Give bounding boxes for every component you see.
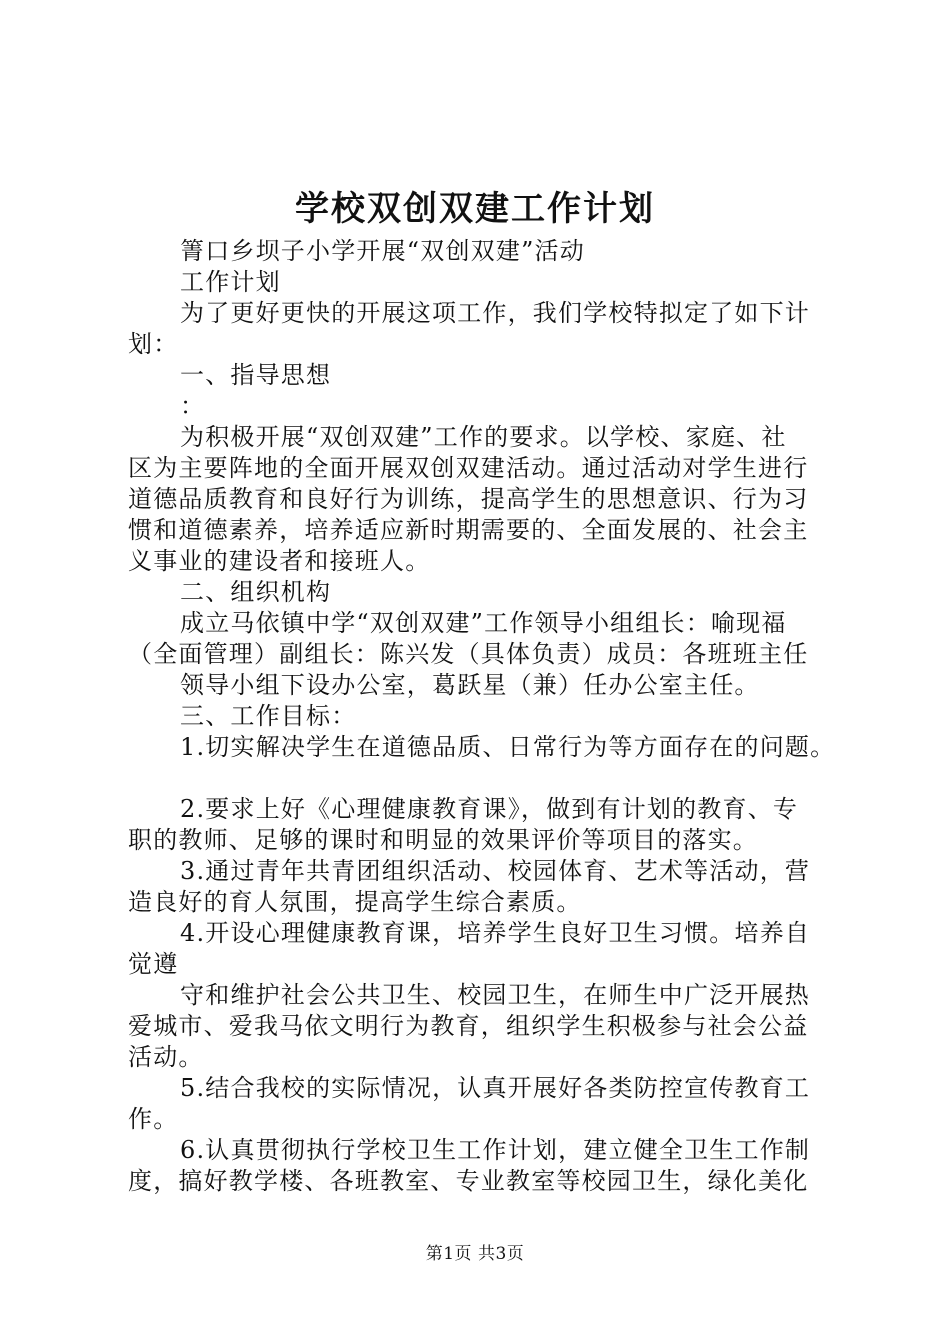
body-line: 箐口乡坝子小学开展“双创双建”活动 (180, 237, 585, 265)
body-line: ： (180, 392, 206, 420)
body-line: 道德品质教育和良好行为训练，提高学生的思想意识、行为习 (128, 485, 809, 513)
body-line: 作。 (128, 1105, 179, 1133)
list-item: 4.开设心理健康教育课，培养学生良好卫生习惯。培养自 (180, 919, 811, 947)
body-line: 惯和道德素养，培养适应新时期需要的、全面发展的、社会主 (128, 516, 809, 544)
body-line: 守和维护社会公共卫生、校园卫生，在师生中广泛开展热 (180, 981, 810, 1009)
section-heading: 一、指导思想 (180, 361, 332, 389)
list-item: 5.结合我校的实际情况，认真开展好各类防控宣传教育工 (180, 1074, 811, 1102)
body-line: 划： (128, 330, 179, 358)
list-item: 6.认真贯彻执行学校卫生工作计划，建立健全卫生工作制 (180, 1136, 811, 1164)
body-line: 领导小组下设办公室，葛跃星（兼）任办公室主任。 (180, 671, 760, 699)
body-line: 区为主要阵地的全面开展双创双建活动。通过活动对学生进行 (128, 454, 809, 482)
list-item: 2.要求上好《心理健康教育课》，做到有计划的教育、专 (180, 795, 799, 823)
body-line: （全面管理）副组长：陈兴发（具体负责）成员：各班班主任 (128, 640, 809, 668)
body-line: 义事业的建设者和接班人。 (128, 547, 431, 575)
body-line: 造良好的育人氛围，提高学生综合素质。 (128, 888, 582, 916)
body-line: 职的教师、足够的课时和明显的效果评价等项目的落实。 (128, 826, 758, 854)
body-line: 为积极开展“双创双建”工作的要求。以学校、家庭、社 (180, 423, 787, 451)
list-item: 1.切实解决学生在道德品质、日常行为等方面存在的问题。 (180, 733, 836, 761)
body-line: 工作计划 (180, 268, 281, 296)
body-line: 爱城市、爱我马依文明行为教育，组织学生积极参与社会公益 (128, 1012, 809, 1040)
body-line: 度，搞好教学楼、各班教室、专业教室等校园卫生，绿化美化 (128, 1167, 809, 1195)
body-line: 为了更好更快的开展这项工作，我们学校特拟定了如下计 (180, 299, 810, 327)
body-line: 觉遵 (128, 950, 179, 978)
section-heading: 二、组织机构 (180, 578, 332, 606)
paragraph-gap (128, 763, 843, 794)
body-line: 活动。 (128, 1043, 204, 1071)
document-title: 学校双创双建工作计划 (295, 189, 655, 229)
section-heading: 三、工作目标： (180, 702, 357, 730)
list-item: 3.通过青年共青团组织活动、校园体育、艺术等活动，营 (180, 857, 811, 885)
body-line: 成立马依镇中学“双创双建”工作领导小组组长：喻现福 (180, 609, 787, 637)
document-body (128, 236, 843, 1197)
page-footer: 第1页 共3页 (425, 1244, 525, 1264)
